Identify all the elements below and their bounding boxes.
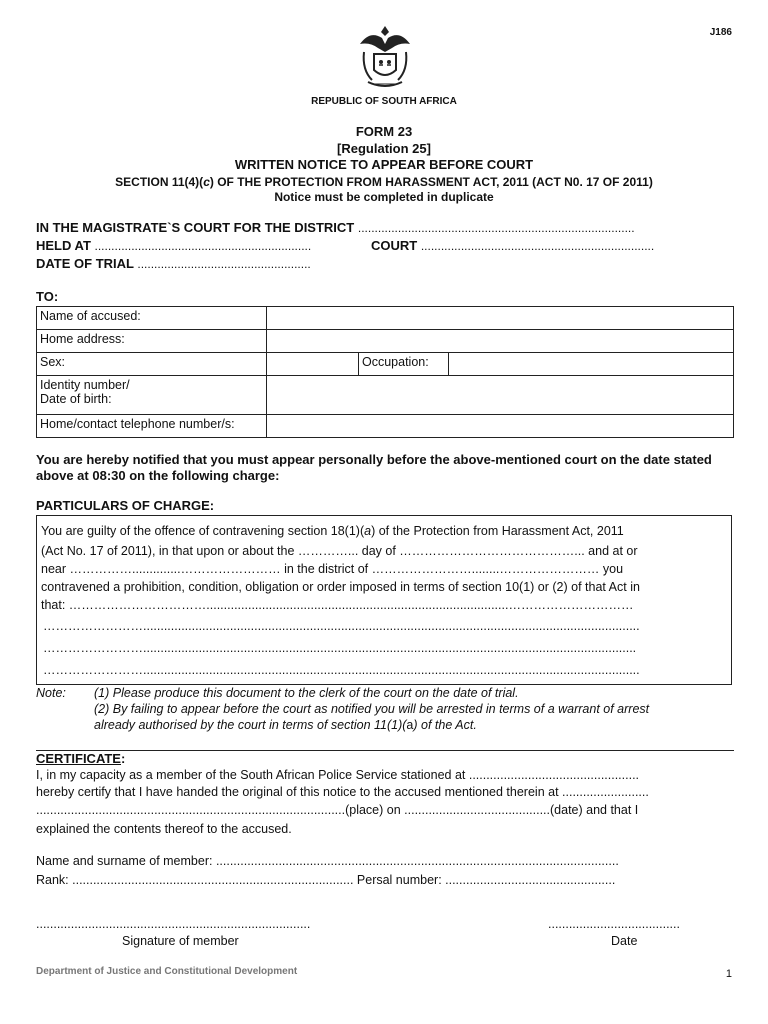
- sex-label: Sex:: [37, 353, 267, 376]
- name-label: Name of accused:: [37, 307, 267, 330]
- date-of-trial-label: DATE OF TRIAL: [36, 256, 134, 271]
- home-address-field[interactable]: [267, 330, 734, 353]
- charge-line-5: that: …………………………….......................................................................................…………………………: [41, 598, 634, 612]
- accused-details-table: [36, 306, 734, 438]
- to-label: TO:: [36, 289, 59, 304]
- rank-persal-field[interactable]: Rank: ................................................................................. Persal number: .................................................: [36, 873, 616, 887]
- district-field[interactable]: IN THE MAGISTRATE`S COURT FOR THE DISTRICT ...................................................................................: [36, 220, 635, 235]
- regulation: [Regulation 25]: [337, 141, 431, 156]
- date-line[interactable]: ......................................: [548, 917, 680, 931]
- certificate-divider: [36, 750, 734, 751]
- telephone-label: Home/contact telephone number/s:: [37, 415, 267, 438]
- occupation-field[interactable]: [449, 353, 734, 376]
- certificate-line-2: hereby certify that I have handed the original of this notice to the accused mentioned therein at .........................: [36, 785, 649, 799]
- form-number: FORM 23: [355, 124, 413, 139]
- court-label: COURT: [371, 238, 418, 253]
- district-label: IN THE MAGISTRATE`S COURT FOR THE DISTRICT: [36, 220, 355, 235]
- note-item-2-line-2: already authorised by the court in terms of section 11(1)(a) of the Act.: [94, 718, 477, 732]
- notification-text: You are hereby notified that you must appear personally before the above-mentioned court on the date stated above at 08:30 on the following charge:: [36, 452, 712, 483]
- form-title: WRITTEN NOTICE TO APPEAR BEFORE COURT: [234, 157, 534, 172]
- name-field[interactable]: [267, 307, 734, 330]
- signature-line[interactable]: ...............................................................................: [36, 917, 311, 931]
- charge-line-6: ……………………...............................................................................................................................................: [43, 619, 640, 633]
- charge-line-7: ……………………..............................................................................................................................................: [43, 641, 637, 655]
- member-name-field[interactable]: Name and surname of member: ....................................................................................................................: [36, 854, 619, 868]
- footer-department: Department of Justice and Constitutional Development: [36, 966, 298, 977]
- signature-label: Signature of member: [122, 934, 239, 948]
- particulars-label: PARTICULARS OF CHARGE:: [36, 498, 215, 513]
- occupation-label: Occupation:: [359, 353, 449, 376]
- charge-line-8: ……………………...............................................................................................................................................: [43, 663, 640, 677]
- note-label: Note:: [36, 686, 66, 700]
- certificate-line-3: .........................................................................................(place) on ..........................................(date) and that I: [36, 803, 639, 817]
- section-reference: SECTION 11(4)(c) OF THE PROTECTION FROM HARASSMENT ACT, 2011 (ACT N0. 17 OF 2011): [115, 175, 653, 189]
- republic-title: REPUBLIC OF SOUTH AFRICA: [311, 96, 457, 107]
- charge-line-3: near ……………..............…………………… in the district of ……………………........…………………… you: [41, 562, 624, 576]
- page-number: 1: [725, 968, 732, 980]
- note-item-1: (1) Please produce this document to the clerk of the court on the date of trial.: [94, 686, 519, 700]
- charge-line-2: (Act No. 17 of 2011), in that upon or about the …………... day of ……………………………………... and at or: [41, 544, 638, 558]
- date-label: Date: [611, 934, 638, 948]
- note-item-2-line-1: (2) By failing to appear before the court as notified you will be arrested in terms of a warrant of arrest: [94, 702, 650, 716]
- sex-field[interactable]: [267, 353, 359, 376]
- identity-label: Identity number/ Date of birth:: [37, 376, 267, 415]
- home-address-label: Home address:: [37, 330, 267, 353]
- identity-field[interactable]: [267, 376, 734, 415]
- duplicate-note: Notice must be completed in duplicate: [274, 190, 494, 204]
- date-of-trial-field[interactable]: DATE OF TRIAL ....................................................: [36, 256, 311, 271]
- charge-line-4: contravened a prohibition, condition, obligation or order imposed in terms of section 10(1) or (2) of that Act in: [41, 580, 640, 594]
- telephone-field[interactable]: [267, 415, 734, 438]
- charge-box[interactable]: [36, 515, 732, 685]
- charge-line-1: You are guilty of the offence of contravening section 18(1)(a) of the Protection from Harassment Act, 2011: [41, 524, 624, 538]
- held-at-field[interactable]: HELD AT .................................................................: [36, 238, 312, 253]
- form-code: J186: [709, 27, 732, 38]
- certificate-heading: CERTIFICATE:: [36, 751, 126, 766]
- held-at-label: HELD AT: [36, 238, 91, 253]
- court-field[interactable]: COURT ......................................................................: [371, 238, 655, 253]
- certificate-line-4: explained the contents thereof to the accused.: [36, 822, 292, 836]
- coat-of-arms-icon: [356, 22, 414, 92]
- certificate-line-1: I, in my capacity as a member of the South African Police Service stationed at .................................................: [36, 768, 640, 782]
